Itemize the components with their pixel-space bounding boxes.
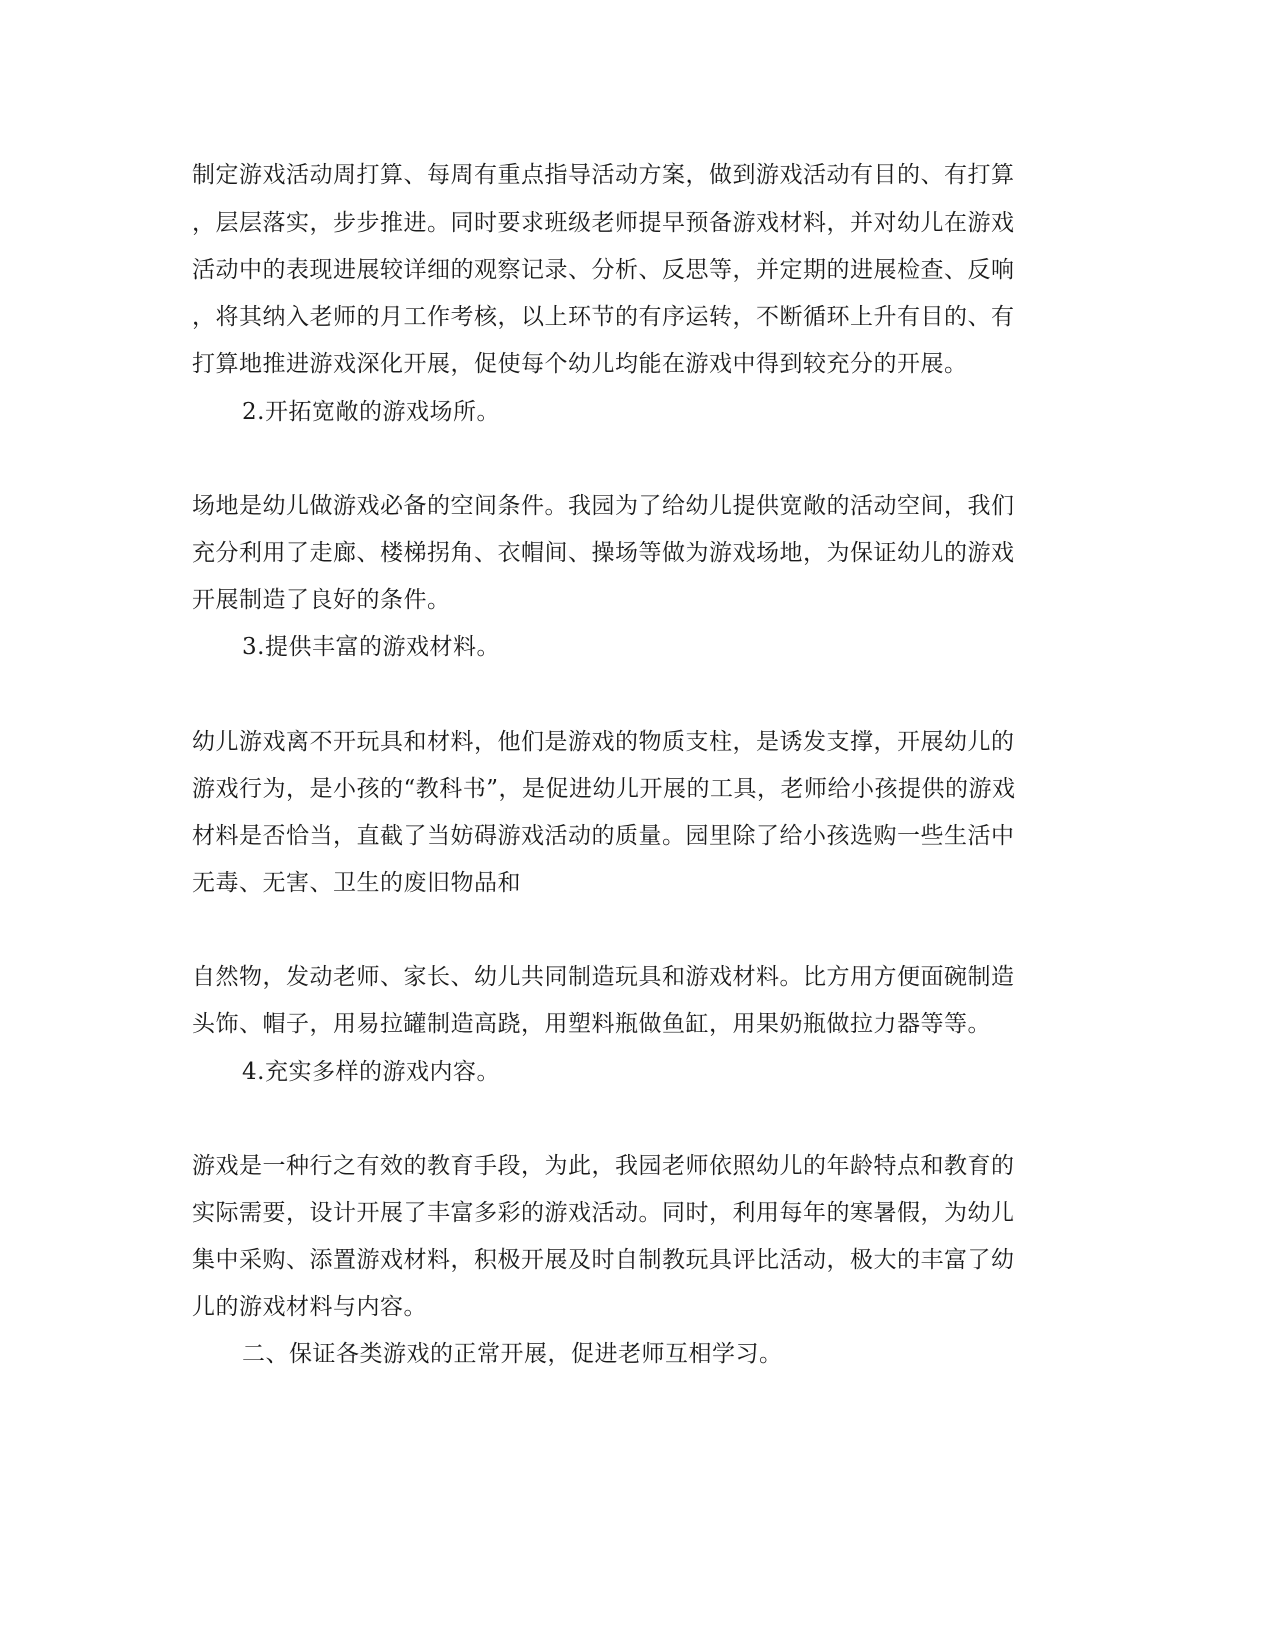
- text-line: 无毒、无害、卫生的废旧物品和: [192, 870, 521, 896]
- text-line: 打算地推进游戏深化开展，促使每个幼儿均能在游戏中得到较充分的开展。: [192, 351, 968, 377]
- text-line: 场地是幼儿做游戏必备的空间条件。我园为了给幼儿提供宽敞的活动空间，我们: [192, 493, 1015, 519]
- text-line: 实际需要，设计开展了丰富多彩的游戏活动。同时，利用每年的寒暑假，为幼儿: [192, 1200, 1015, 1226]
- text-line: 自然物，发动老师、家长、幼儿共同制造玩具和游戏材料。比方用方便面碗制造: [192, 964, 1015, 990]
- text-line: 充分利用了走廊、楼梯拐角、衣帽间、操场等做为游戏场地，为保证幼儿的游戏: [192, 540, 1015, 566]
- text-line: 开展制造了良好的条件。: [192, 587, 451, 613]
- text-line: ，层层落实，步步推进。同时要求班级老师提早预备游戏材料，并对幼儿在游戏: [192, 210, 1015, 236]
- text-line: 制定游戏活动周打算、每周有重点指导活动方案，做到游戏活动有目的、有打算: [192, 162, 1015, 188]
- text-line: 头饰、帽子，用易拉罐制造高跷，用塑料瓶做鱼缸，用果奶瓶做拉力器等等。: [192, 1011, 991, 1037]
- text-line: 集中采购、添置游戏材料，积极开展及时自制教玩具评比活动，极大的丰富了幼: [192, 1247, 1015, 1273]
- text-line: 材料是否恰当，直截了当妨碍游戏活动的质量。园里除了给小孩选购一些生活中: [192, 823, 1015, 849]
- text-line: 幼儿游戏离不开玩具和材料，他们是游戏的物质支柱，是诱发支撑，开展幼儿的: [192, 729, 1015, 755]
- text-line: 活动中的表现进展较详细的观察记录、分析、反思等，并定期的进展检查、反响: [192, 257, 1015, 283]
- section-heading: 4.充实多样的游戏内容。: [242, 1059, 500, 1085]
- text-line: 游戏行为，是小孩的“教科书”，是促进幼儿开展的工具，老师给小孩提供的游戏: [192, 776, 1016, 802]
- section-heading: 2.开拓宽敞的游戏场所。: [242, 399, 500, 425]
- text-line: 游戏是一种行之有效的教育手段，为此，我园老师依照幼儿的年龄特点和教育的: [192, 1153, 1015, 1179]
- section-heading: 3.提供丰富的游戏材料。: [242, 634, 500, 660]
- section-heading: 二、保证各类游戏的正常开展，促进老师互相学习。: [242, 1341, 783, 1367]
- text-line: 儿的游戏材料与内容。: [192, 1294, 427, 1320]
- text-line: ，将其纳入老师的月工作考核，以上环节的有序运转，不断循环上升有目的、有: [192, 304, 1015, 330]
